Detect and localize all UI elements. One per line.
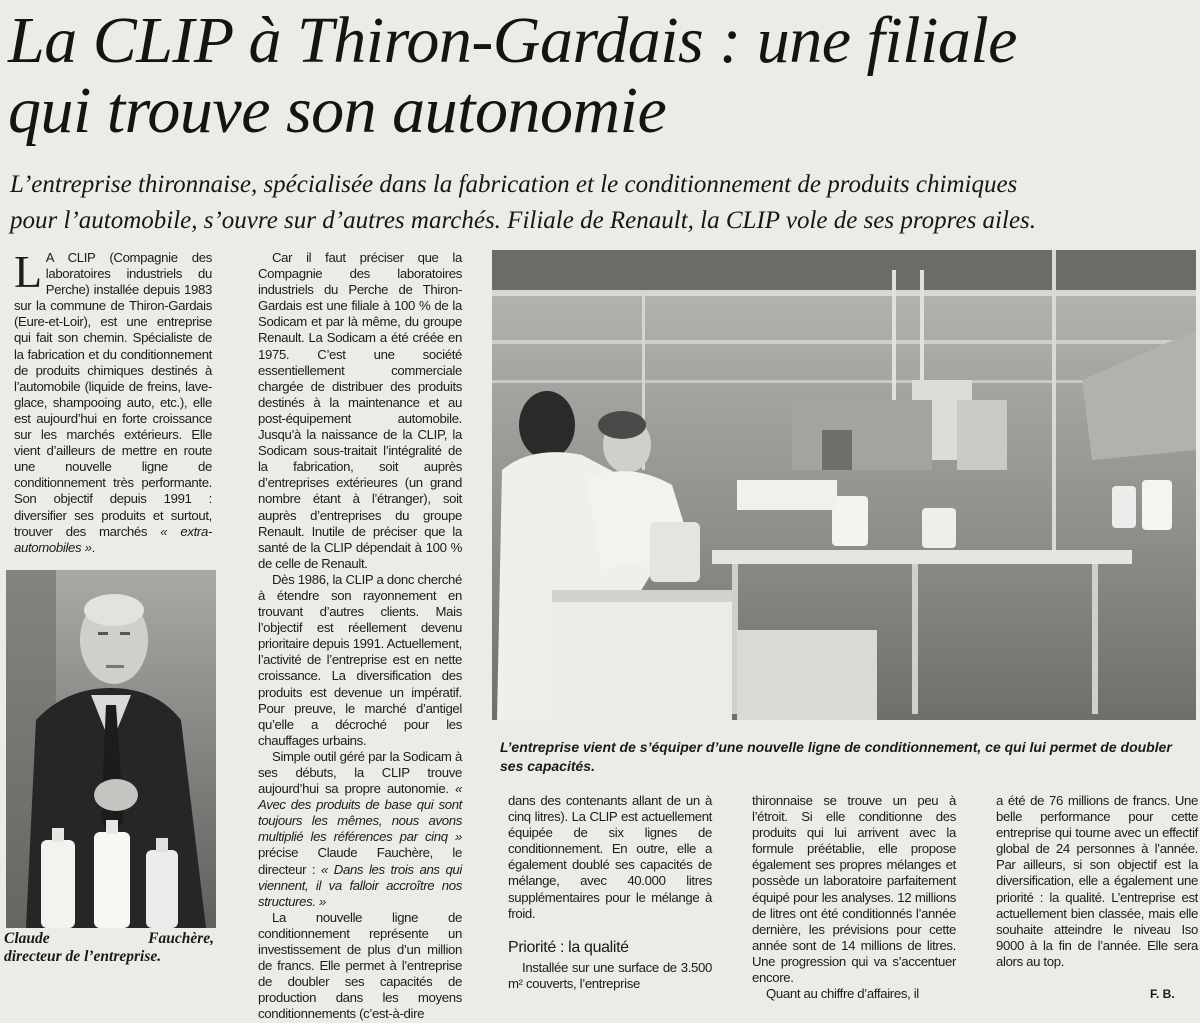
- portrait-illustration: [6, 570, 216, 928]
- article-lead-line1: L’entreprise thironnaise, spécialisée dans la fabrication et le conditionnement de produits chimiques: [10, 171, 1018, 198]
- drop-cap: L: [14, 246, 42, 297]
- paragraph: L A CLIP (Compagnie des laboratoires industriels du Perche) installée depuis 1983 sur la commune de Thiron-Gardais (Eure-et-Loir), est une entreprise qui fait son chemin. Spécialiste de la fabrication et du conditionnement de produits chimiques destinés à l’automobile (liquide de freins, lave-glace, shampooing auto, etc.), elle est aujourd’hui en forte croissance sur les marchés extérieurs. Elle vient d’ailleurs de mettre en route une nouvelle ligne de conditionnement très performante. Son objectif depuis 1991 : diversifier ses produits et surtout, trouver des marchés « extra-automobiles ».: [14, 246, 212, 555]
- text-column-3: [508, 793, 712, 992]
- text-column-1: [14, 246, 212, 556]
- paragraph: thironnaise se trouve un peu à l’étroit. Si elle conditionne des produits qui lui arrivent avec la formule préétablie, elle propose également ses propres mélanges et possède un laboratoire parfaitement équipé pour les analyses. 12 millions de litres ont été conditionnés l’année dernière, les prévisions pour cette année sont de 14 millions de litres. Une progression qui va s’accentuer encore.: [752, 793, 956, 986]
- article-title-line2: qui trouve son autonomie: [8, 74, 667, 147]
- paragraph: a été de 76 millions de francs. Une belle performance pour cette entreprise qui tourne avec un effectif global de 24 personnes à l’année. Par ailleurs, si son objectif est la diversification, elle a également une priorité : la qualité. L’entreprise est actuellement bien classée, mais elle souhaite atteindre le niveau Iso 9000 à la fin de l’année. Elle sera alors au top.: [996, 793, 1198, 969]
- portrait-caption-line1: Claude Fauchère,: [4, 930, 214, 947]
- paragraph: Car il faut préciser que la Compagnie des laboratoires industriels du Perche de Thiron-Gardais est une filiale à 100 % de la Sodicam et par là même, du groupe Renault. La Sodicam a été créée en 1975. C’est une société essentiellement commerciale chargée de distribuer des produits destinés à la maintenance et au post-équipement automobile. Jusqu’à la naissance de la CLIP, la Sodicam sous-traitait l’intégralité de la fabrication, soit auprès d’entreprises extérieures (un grand nombre étant à l’étranger), soit auprès d’entreprises du groupe Renault. Inutile de préciser que la santé de la CLIP dépendait à 100 % de celle de Renault.: [258, 250, 462, 571]
- article-lead: [10, 167, 1190, 239]
- text-column-5: [996, 793, 1198, 970]
- factory-illustration: [492, 250, 1196, 720]
- paragraph: Dès 1986, la CLIP a donc cherché à étendre son rayonnement en trouvant d’autres clients. Mais l’objectif est réellement devenu prioritaire depuis 1991. Actuellement, l’activité de l’entreprise est en nette croissance. La diversification des produits est devenue un impératif. Pour preuve, le marché d’antigel qu’elle a décroché pour les chauffages urbains.: [258, 571, 462, 748]
- article-lead-line2: pour l’automobile, s’ouvre sur d’autres marchés. Filiale de Renault, la CLIP vole de ses propres ailes.: [10, 207, 1037, 234]
- text-column-4: [752, 793, 956, 1002]
- article-title-line1: La CLIP à Thiron-Gardais : une filiale: [8, 4, 1017, 77]
- portrait-photo: [6, 570, 216, 928]
- paragraph: Installée sur une surface de 3.500 m² couverts, l’entreprise: [508, 959, 712, 991]
- paragraph: Quant au chiffre d’affaires, il: [766, 986, 919, 1002]
- portrait-caption-line2: directeur de l’entreprise.: [4, 948, 162, 965]
- portrait-caption: [4, 930, 214, 966]
- text-column-2: [258, 250, 462, 1023]
- paragraph: La nouvelle ligne de conditionnement représente un investissement de plus d’un million de francs. Elle permet à l’entreprise de doubler ses capacités de production dans les moyens conditionnements (c’est-à-dire: [258, 909, 462, 1022]
- paragraph: Simple outil géré par la Sodicam à ses débuts, la CLIP trouve aujourd’hui sa propre autonomie. « Avec des produits de base qui sont toujours les mêmes, nous avons multiplié les références par cinq » précise Claude Fauchère, le directeur : « Dans les trois ans qui viennent, il va falloir accroître nos structures. »: [258, 748, 462, 909]
- section-subheading: Priorité : la qualité: [508, 938, 629, 956]
- article-title: [8, 6, 1188, 146]
- paragraph: dans des contenants allant de un à cinq litres). La CLIP est actuellement équipée de six lignes de conditionnement. En outre, elle a également doublé ses capacités de mélange, avec 40.000 litres supplémentaires pour le mélange à froid.: [508, 793, 712, 921]
- factory-photo-caption: L’entreprise vient de s’équiper d’une nouvelle ligne de conditionnement, ce qui lui permet de doubler ses capacités.: [500, 739, 1172, 774]
- author-signature: F. B.: [1150, 987, 1175, 1001]
- factory-photo: [492, 250, 1196, 720]
